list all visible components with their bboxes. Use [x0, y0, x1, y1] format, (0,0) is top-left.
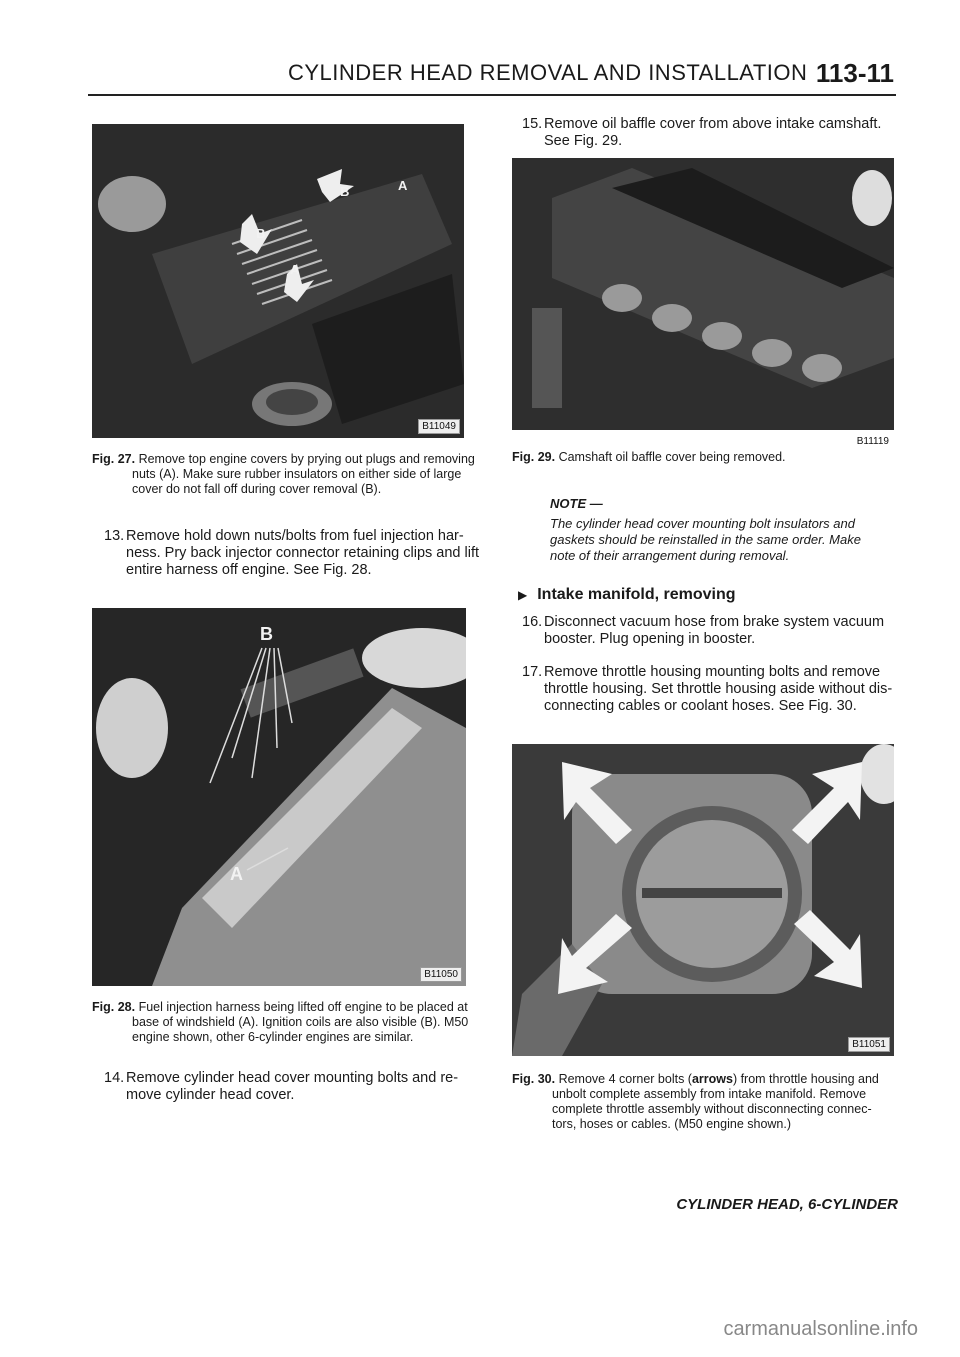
- fuel-harness-illustration: [92, 608, 466, 986]
- fig30-caption-arrows: arrows: [691, 1072, 733, 1086]
- step-17-line3: connecting cables or coolant hoses. See Fig. 30.: [544, 698, 857, 714]
- step-14-line2: move cylinder head cover.: [126, 1087, 295, 1103]
- step-16-number: 16.: [522, 614, 543, 630]
- note-label: NOTE —: [550, 496, 603, 511]
- fig27-caption-line3: cover do not fall off during cover removal (B).: [132, 482, 382, 496]
- fig27-label-b1: B: [340, 184, 350, 199]
- fig29-caption-text: Camshaft oil baffle cover being removed.: [558, 450, 786, 464]
- fig27-label-a2: A: [290, 262, 300, 277]
- fig27-photo-id: B11049: [418, 419, 460, 434]
- fig27-photo: [92, 124, 464, 438]
- page-title: CYLINDER HEAD REMOVAL AND INSTALLATION: [288, 60, 808, 85]
- fig29-number: Fig. 29.: [512, 450, 556, 464]
- fig28-caption-line1: Fuel injection harness being lifted off engine to be placed at: [138, 1000, 468, 1014]
- fig29-photo-id: B11119: [856, 436, 889, 447]
- fig28-number: Fig. 28.: [92, 1000, 136, 1014]
- fig29-caption: [512, 450, 892, 465]
- fig27-label-a1: A: [398, 178, 408, 193]
- step-13-line3: entire harness off engine. See Fig. 28.: [126, 562, 372, 578]
- fig28-photo-id: B11050: [420, 967, 462, 982]
- step-15-number: 15.: [522, 116, 543, 132]
- fig28-caption-line2: base of windshield (A). Ignition coils are also visible (B). M50: [132, 1015, 469, 1029]
- step-16: [522, 614, 902, 648]
- fig28-photo: [92, 608, 466, 986]
- watermark-text: carmanualsonline.info: [723, 1318, 918, 1340]
- step-15-line2: See Fig. 29.: [544, 133, 623, 149]
- step-14-number: 14.: [104, 1070, 125, 1086]
- fig27-label-b2: B: [256, 226, 266, 241]
- camshaft-illustration: [512, 158, 894, 430]
- engine-cover-illustration: [92, 124, 464, 438]
- section-intake-manifold: [518, 586, 736, 604]
- step-15: [522, 116, 902, 150]
- section-bullet-icon: ▶: [518, 588, 528, 602]
- fig30-caption: [512, 1072, 898, 1132]
- step-17-line2: throttle housing. Set throttle housing aside without dis-: [544, 681, 893, 697]
- fig28-label-a: A: [230, 864, 243, 884]
- note-line3: note of their arrangement during removal.: [550, 548, 790, 563]
- fig27-number: Fig. 27.: [92, 452, 136, 466]
- step-17-line1: Remove throttle housing mounting bolts and remove: [544, 664, 881, 680]
- fig30-number: Fig. 30.: [512, 1072, 556, 1086]
- fig27-caption-line2: nuts (A). Make sure rubber insulators on either side of large: [132, 467, 462, 481]
- fig28-caption-line3: engine shown, other 6-cylinder engines are similar.: [132, 1030, 414, 1044]
- note-line2: gaskets should be reinstalled in the same order. Make: [550, 532, 861, 547]
- fig27-caption-line1: Remove top engine covers by prying out plugs and removing: [138, 452, 475, 466]
- step-13-number: 13.: [104, 528, 125, 544]
- footer-section-title: CYLINDER HEAD, 6-CYLINDER: [676, 1196, 898, 1213]
- fig28-label-b: B: [260, 624, 273, 644]
- step-13-line1: Remove hold down nuts/bolts from fuel injection har-: [126, 528, 464, 544]
- fig30-caption-line4: tors, hoses or cables. (M50 engine shown.): [552, 1117, 792, 1131]
- page-number: 113-11: [815, 58, 894, 88]
- step-13-line2: ness. Pry back injector connector retaining clips and lift: [126, 545, 480, 561]
- fig29-photo: [512, 158, 894, 447]
- step-17-number: 17.: [522, 664, 543, 680]
- fig30-caption-line1a: Remove 4 corner bolts (: [558, 1072, 692, 1086]
- fig30-caption-line2: unbolt complete assembly from intake manifold. Remove: [552, 1087, 867, 1101]
- throttle-housing-illustration: [512, 744, 894, 1056]
- fig30-photo: [512, 744, 894, 1056]
- fig30-photo-id: B11051: [848, 1037, 890, 1052]
- step-14: [104, 1070, 494, 1104]
- step-16-line1: Disconnect vacuum hose from brake system vacuum: [544, 614, 885, 630]
- note-line1: The cylinder head cover mounting bolt insulators and: [550, 516, 855, 531]
- page-header: [88, 58, 896, 96]
- step-14-line1: Remove cylinder head cover mounting bolts and re-: [126, 1070, 459, 1086]
- step-15-line1: Remove oil baffle cover from above intake camshaft.: [544, 116, 882, 132]
- fig30-caption-line1b: ) from throttle housing and: [732, 1072, 879, 1086]
- fig28-caption: [92, 1000, 484, 1045]
- section-title: Intake manifold, removing: [537, 586, 736, 603]
- step-17: [522, 664, 902, 715]
- fig30-caption-line3: complete throttle assembly without disconnecting connec-: [552, 1102, 872, 1116]
- step-16-line2: booster. Plug opening in booster.: [544, 631, 756, 647]
- fig27-caption: [92, 452, 482, 497]
- step-13: [104, 528, 484, 579]
- note-block: [550, 496, 896, 564]
